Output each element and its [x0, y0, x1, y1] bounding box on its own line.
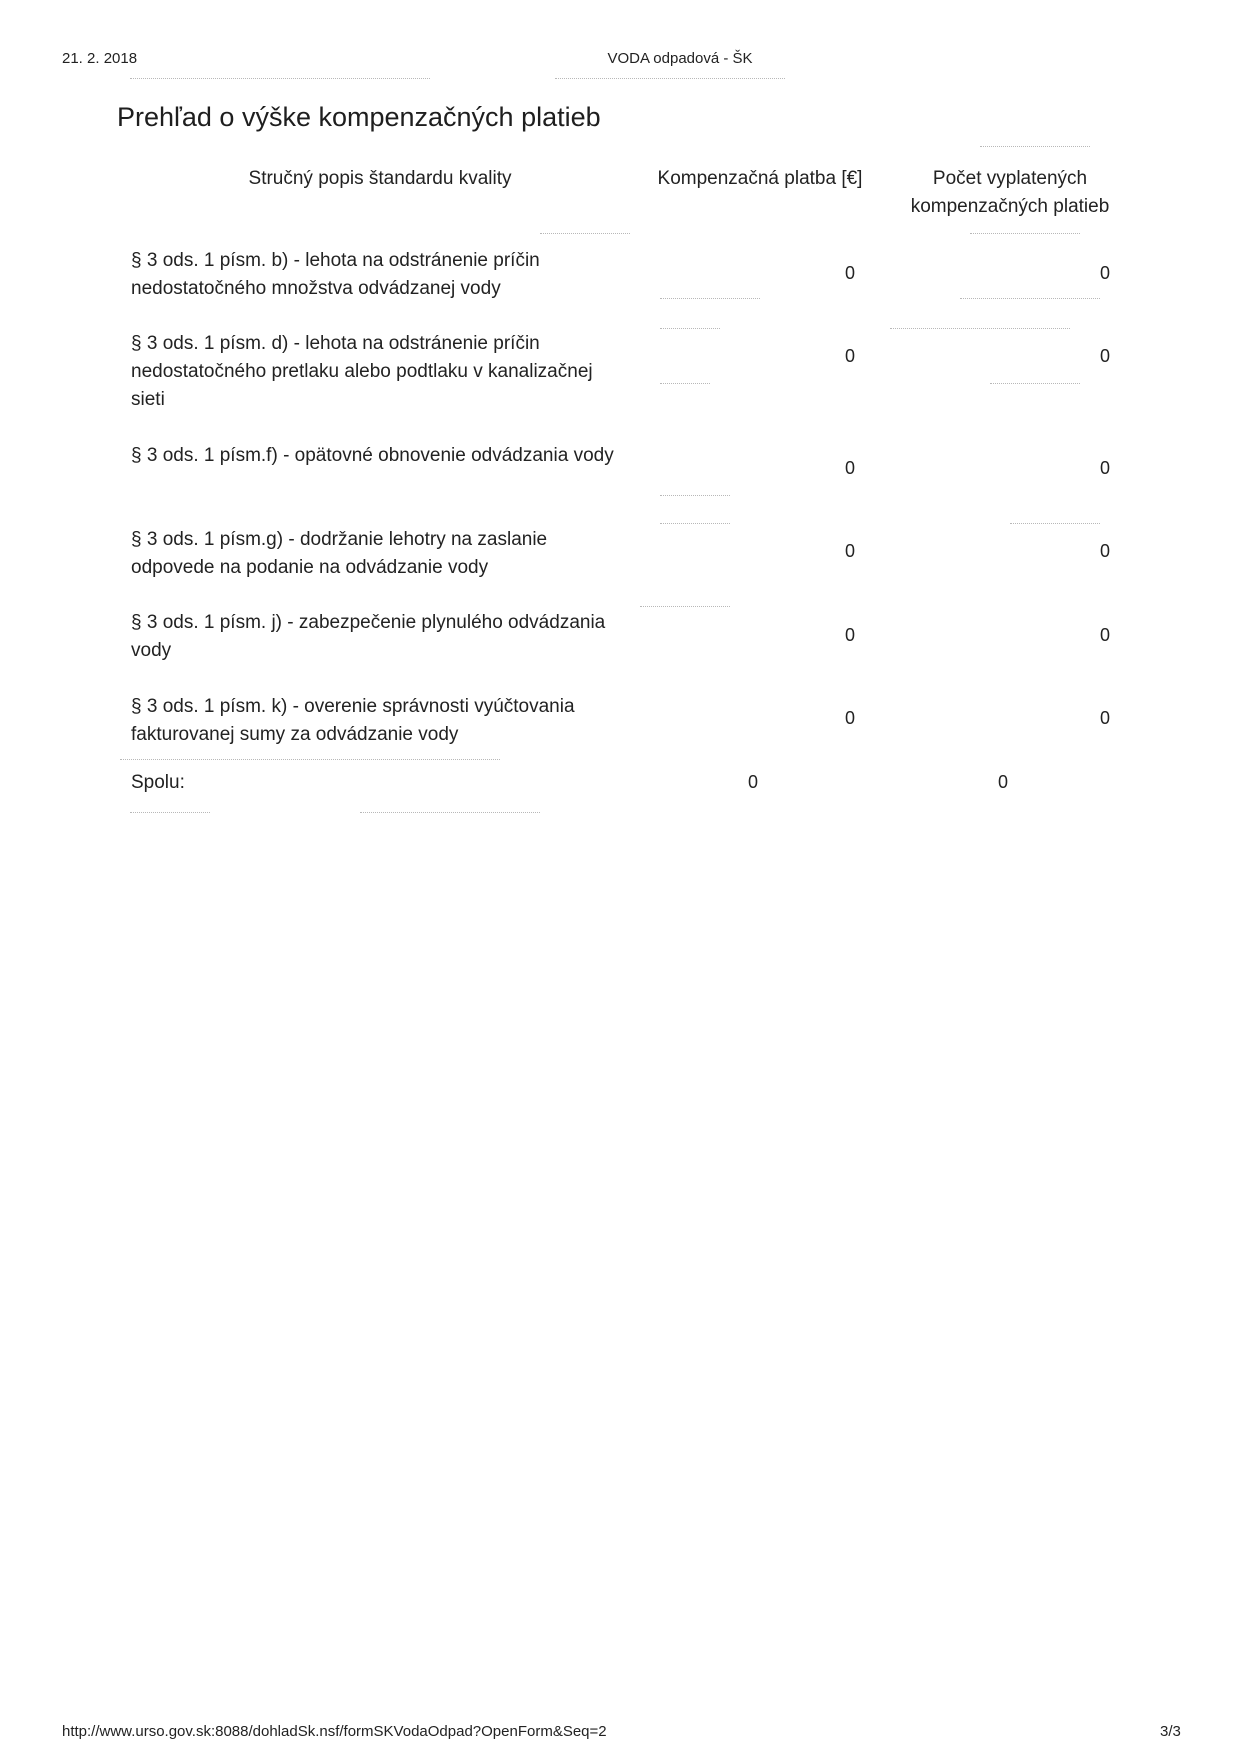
row-description: § 3 ods. 1 písm. j) - zabezpečenie plynulého odvádzania vody — [131, 612, 606, 661]
row-amount: 0 — [844, 263, 855, 283]
scan-artifact — [660, 495, 730, 497]
scan-artifact — [130, 812, 210, 814]
row-description: § 3 ods. 1 písm. d) - lehota na odstránenie príčin nedostatočného pretlaku alebo podtlaku v kanalizačnej sieti — [131, 333, 593, 410]
column-header-count: Počet vyplatených kompenzačných platieb — [910, 168, 1110, 217]
row-count: 0 — [1099, 263, 1110, 283]
total-label: Spolu: — [131, 772, 185, 793]
row-amount: 0 — [844, 541, 855, 561]
scan-artifact — [960, 298, 1100, 300]
row-description: § 3 ods. 1 písm. k) - overenie správnosti vyúčtovania fakturovanej sumy za odvádzanie vody — [131, 696, 575, 745]
scan-artifact — [660, 298, 760, 300]
column-header-amount: Kompenzačná platba [€] — [657, 168, 863, 189]
print-title: VODA odpadová - ŠK — [607, 50, 753, 67]
row-amount: 0 — [844, 346, 855, 366]
total-count: 0 — [998, 772, 1009, 792]
scan-artifact — [660, 383, 710, 385]
row-count: 0 — [1099, 346, 1110, 366]
scan-artifact — [360, 812, 540, 814]
scan-artifact — [980, 146, 1090, 148]
scan-artifact — [660, 328, 720, 330]
scan-artifact — [660, 523, 730, 525]
total-amount: 0 — [748, 772, 759, 792]
row-count: 0 — [1099, 625, 1110, 645]
row-description: § 3 ods. 1 písm.g) - dodržanie lehotry na zaslanie odpovede na podanie na odvádzanie vody — [131, 529, 548, 578]
row-count: 0 — [1099, 541, 1110, 561]
scan-artifact — [970, 233, 1080, 235]
row-amount: 0 — [844, 708, 855, 728]
page-heading: Prehľad o výške kompenzačných platieb — [117, 102, 601, 132]
scan-artifact — [540, 233, 630, 235]
column-header-description: Stručný popis štandardu kvality — [248, 168, 512, 189]
scan-artifact — [555, 78, 785, 80]
row-amount: 0 — [844, 625, 855, 645]
scan-artifact — [1010, 523, 1100, 525]
row-count: 0 — [1099, 708, 1110, 728]
row-amount: 0 — [844, 458, 855, 478]
row-description: § 3 ods. 1 písm. b) - lehota na odstránenie príčin nedostatočného množstva odvádzanej vody — [131, 250, 540, 299]
footer-page-number: 3/3 — [1160, 1723, 1181, 1740]
print-date: 21. 2. 2018 — [62, 50, 138, 67]
row-count: 0 — [1099, 458, 1110, 478]
scan-artifact — [130, 78, 430, 80]
scan-artifact — [890, 328, 1070, 330]
scan-artifact — [640, 606, 730, 608]
scan-artifact — [990, 383, 1080, 385]
footer-url: http://www.urso.gov.sk:8088/dohladSk.nsf/formSKVodaOdpad?OpenForm&Seq=2 — [62, 1723, 607, 1740]
row-description: § 3 ods. 1 písm.f) - opätovné obnovenie odvádzania vody — [131, 445, 614, 466]
scan-artifact — [120, 759, 500, 761]
